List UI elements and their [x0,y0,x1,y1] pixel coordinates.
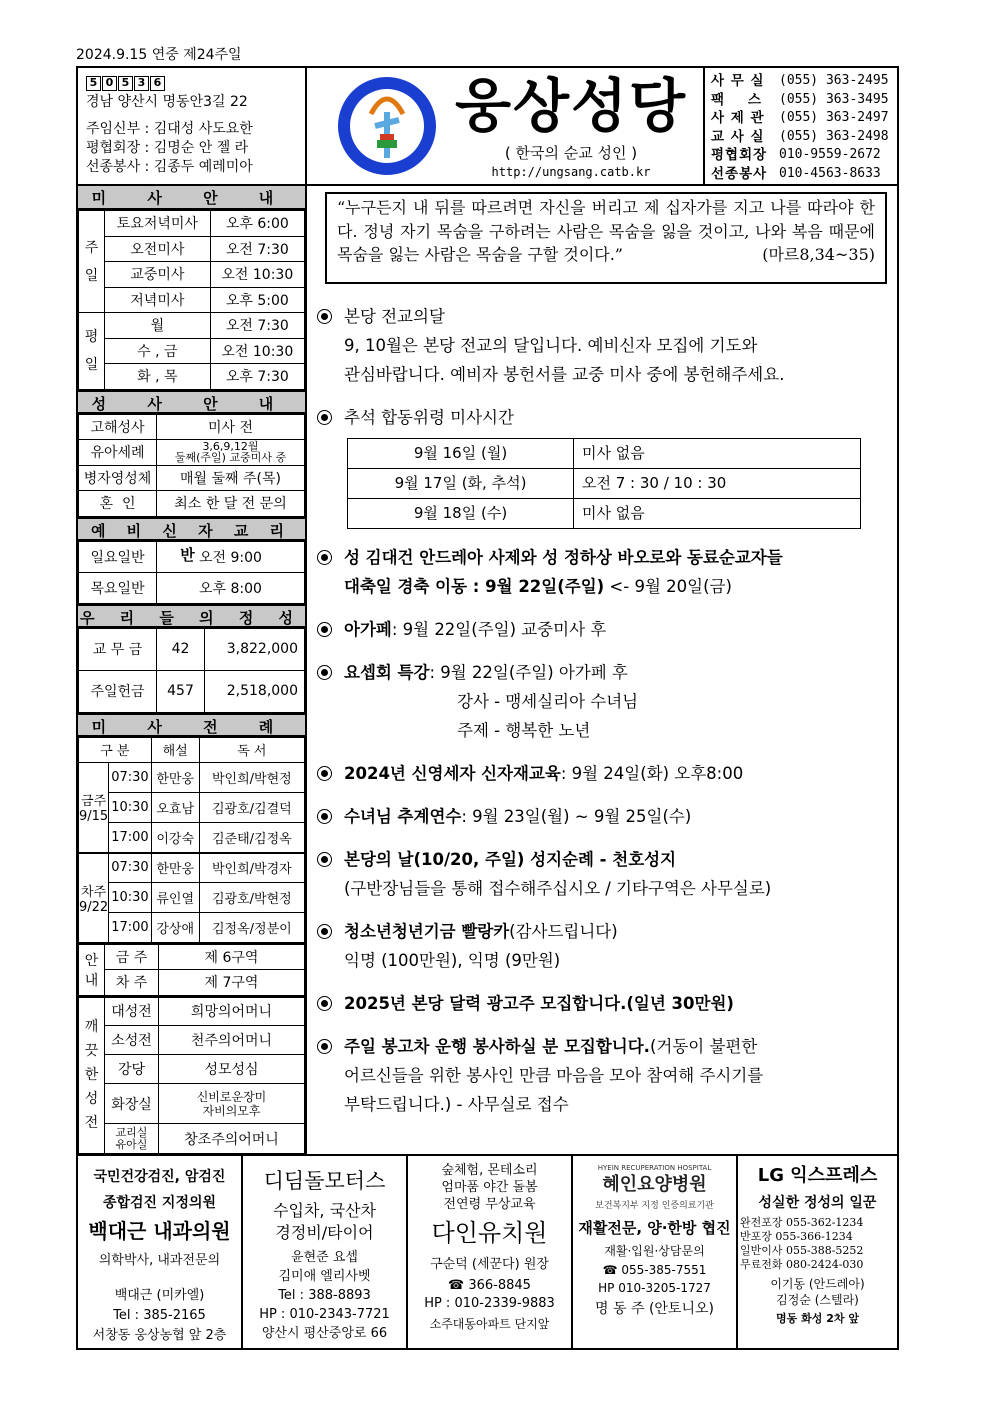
liturgy-commentator: 강상애 [151,913,199,943]
ad-line: 일반이사 055-388-5252 [740,1244,864,1257]
staff-council: 평협회장 : 김명순 안 젤 라 [86,140,249,156]
chuseok-date: 9월 18일 (수) [348,499,574,529]
chuseok-date: 9월 16일 (월) [348,439,574,469]
ad-line: 숲체험, 몬테소리 [441,1163,538,1178]
sacrament-name: 혼 인 [79,491,157,517]
offering-amount: 3,822,000 [205,628,305,670]
staff-funeral: 선종봉사 : 김종두 예레미아 [86,159,253,175]
liturgy-time: 10:30 [109,883,151,913]
parish-subtitle: ( 한국의 순교 성인 ) [504,143,638,162]
mass-time: 오전 10:30 [210,338,304,364]
week-label [79,763,109,853]
offering-amount: 2,518,000 [205,670,305,712]
ad-title: 혜인요양병원 [602,1174,707,1195]
mass-name: 저녁미사 [105,287,211,313]
issue-date: 2024.9.15 연중 제24주일 [76,47,242,63]
parish-logo-icon [335,74,439,178]
mass-name: 월 [105,313,211,339]
notice-title: 수녀님 추계연수 [344,807,462,826]
ad-clinic [78,1156,243,1348]
staff-pastor: 주임신부 : 김대성 사도요한 [86,121,253,137]
main-content [307,186,897,1154]
contact-row: 평협회장 010-9559-2672 [711,147,881,163]
notice-agape [317,615,887,644]
quote-text: “누구든지 내 뒤를 따르려면 자신을 버리고 제 십자가를 지고 나를 따라야 한다. 정녕 자기 목숨을 구하려는 사람은 목숨을 잃을 것이고, 나와 복음 때문에 목숨을 잃는 사람은 목숨을 구할 것이다.” [337,198,875,264]
sacrament-value [157,440,305,466]
liturgy-time: 10:30 [109,793,151,823]
liturgy-time: 07:30 [109,763,151,793]
sacrament-name: 유아세례 [79,440,157,466]
ad-line: 완전포장 055-362-1234 [740,1216,864,1229]
notice-title: 2025년 본당 달력 광고주 모집합니다.(일년 30만원) [344,994,734,1013]
ad-line: ☎ 366-8845 [448,1278,531,1293]
cleaning-group-line: 자비의모후 [202,1103,261,1118]
notice-detail: (감사드립니다) [509,922,618,941]
offerings-table [78,628,305,713]
parish-name: 웅상성당 [454,71,688,140]
cleaning-area-line: 교리실 [115,1125,148,1139]
cleaning-group: 천주의어머니 [159,1026,305,1055]
section-liturgy: 미 사 전 례 [78,713,305,737]
week-name: 차주 [81,884,107,900]
ad-line: 소주대동아파트 단지앞 [429,1317,550,1331]
contact-row: 선종봉사 010-4563-8633 [711,165,881,182]
cleaning-area: 대성전 [105,997,159,1026]
notice-line: 9, 10월은 본당 전교의 달입니다. 예비신자 모집에 기도와 [344,336,758,355]
bulletin-page [76,66,899,1350]
ad-line: Tel : 388-8893 [278,1288,371,1303]
guide-zone: 제 7구역 [159,970,305,996]
notice-line: (구반장님들을 통해 접수해주십시오 / 기타구역은 사무실로) [344,879,772,898]
bullet-icon [317,809,332,824]
contact-row: 사 무 실 (055) 363-2495 [711,73,889,89]
ad-line: 백대근 (미카엘) [114,1288,205,1303]
mass-name: 오전미사 [105,236,211,262]
cleaning-table [78,996,305,1155]
liturgy-readers: 김광호/박현정 [199,883,304,913]
notice-calendar-ads [317,989,887,1018]
notice-title: 청소년청년기금 빨랑카 [344,922,510,941]
liturgy-commentator: 류인열 [151,883,199,913]
gospel-quote [325,192,887,284]
quote-reference: (마르8,34~35) [762,245,875,264]
bullet-icon [317,852,332,867]
notice-detail: (거동이 불편한 [649,1037,758,1056]
mass-time: 오후 5:00 [210,287,304,313]
parish-title-block [307,68,705,184]
notice-martyrs-feast [317,543,887,601]
chuseok-mass: 미사 없음 [574,439,861,469]
ad-motors [243,1156,408,1348]
ad-line: Tel : 385-2165 [113,1308,206,1323]
ad-line: HP 010-3205-1727 [598,1281,711,1295]
staff-list [86,120,305,177]
notice-evangelization [317,302,887,389]
notice-line: 강사 - 맹세실리아 수녀님 [457,692,639,711]
ad-line: 엄마품 야간 돌봄 [441,1180,538,1195]
notice-title: 본당의 날(10/20, 주일) 성지순례 - 천호성지 [344,850,677,869]
address: 경남 양산시 명동안3길 22 [86,94,248,110]
bullet-icon [317,665,332,680]
notice-detail: : 9월 24일(화) 오후8:00 [560,764,744,783]
notice-title: 아가페 [344,620,392,639]
notice-line: 부탁드립니다.) - 사무실로 접수 [344,1095,569,1114]
bullet-icon [317,309,332,324]
week-date: 9/22 [79,899,109,915]
cleaning-group-line: 신비로운장미 [196,1089,267,1104]
notice-title: 본당 전교의달 [344,307,445,326]
cleaning-area [105,1124,159,1154]
offering-name: 주일헌금 [79,670,157,712]
section-sacrament-guide: 성 사 안 내 [78,390,305,414]
parish-url[interactable]: http://ungsang.catb.kr [491,164,651,179]
mass-time: 오전 10:30 [210,262,304,288]
mass-time: 오전 7:30 [210,313,304,339]
notice-title: 2024년 신영세자 신자재교육 [344,764,561,783]
class-time: 오후 8:00 [157,572,305,603]
liturgy-readers: 김정옥/정분이 [199,913,304,943]
chuseok-mass: 오전 7 : 30 / 10 : 30 [574,469,861,499]
notice-van-volunteer [317,1032,887,1119]
bullet-icon [317,924,332,939]
bullet-icon [317,766,332,781]
ad-line: 김정순 (스텔라) [776,1293,859,1307]
sacrament-name: 병자영성체 [79,465,157,491]
ad-line: 명동 화성 2차 앞 [776,1312,859,1325]
notice-line: <- 9월 20일(금) [604,577,732,596]
notice-title: 요셉회 특강 [344,663,430,682]
class-time: 오전 9:00 [157,541,305,572]
sacrament-table [78,414,305,517]
bullet-icon [317,996,332,1011]
notice-detail: : 9월 22일(주일) 아가페 후 [429,663,628,682]
liturgy-commentator: 이강숙 [151,823,199,853]
liturgy-readers: 김광호/김결덕 [199,793,304,823]
sacrament-name: 고해성사 [79,414,157,440]
contact-row: 사 제 관 (055) 363-2497 [711,110,889,126]
mass-time: 오후 6:00 [210,211,304,237]
header [78,68,897,186]
cleaning-area-line: 유아실 [115,1137,148,1151]
liturgy-commentator: 오효남 [151,793,199,823]
ad-line: 서창동 웅상농협 앞 2층 [92,1328,227,1343]
guide-zone: 제 6구역 [159,944,305,970]
section-catechumen: 예 비 신 자 교 리 반 [78,517,305,541]
notice-line: 대축일 경축 이동 : 9월 22일(주일) [344,577,605,596]
contact-row: 교 사 실 (055) 363-2498 [711,128,889,145]
section-mass-guide: 미 사 안 내 [78,186,305,210]
bullet-icon [317,622,332,637]
ad-hospital [573,1156,738,1348]
ad-line: 재활전문, 양·한방 협진 [578,1219,731,1237]
sidebar [78,186,307,1154]
ad-title: LG 익스프레스 [757,1165,878,1186]
ad-title: 디딤돌모터스 [263,1169,386,1193]
sacrament-value: 미사 전 [157,414,305,440]
liturgy-commentator: 한만웅 [151,763,199,793]
ad-line: 성실한 정성의 일꾼 [758,1195,877,1211]
notice-title: 추석 합동위령 미사시간 [344,408,514,427]
mass-time: 오후 7:30 [210,364,304,390]
cleaning-group: 성모성심 [159,1055,305,1084]
ad-moving [738,1156,897,1348]
mass-name: 교중미사 [105,262,211,288]
notice-joseph-lecture [317,658,887,745]
bullet-icon [317,1039,332,1054]
ad-title: 다인유치원 [431,1219,548,1247]
liturgy-header: 독 서 [199,737,304,763]
chuseok-mass-table [347,438,861,529]
ad-line: 김미애 엘리사벳 [278,1269,371,1284]
liturgy-readers: 김준태/김정옥 [199,823,304,853]
ad-line: 구순덕 (세꾼다) 원장 [430,1257,549,1272]
ad-line: ☎ 055-385-7551 [602,1263,707,1277]
chuseok-mass: 미사 없음 [574,499,861,529]
sunday-label: 주 일 [79,211,105,313]
sacrament-value-line: 둘째(주일) 교중미사 중 [174,451,287,465]
liturgy-time: 17:00 [109,823,151,853]
ad-line: 명 동 주 (안토니오) [595,1301,714,1317]
weekday-label: 평 일 [79,313,105,390]
mass-name: 토요저녁미사 [105,211,211,237]
ad-line: 윤현준 요셉 [291,1250,358,1265]
offering-count: 457 [157,670,205,712]
cleaning-area: 화장실 [105,1084,159,1124]
sacrament-value: 매월 둘째 주(목) [157,465,305,491]
notice-chuseok [317,403,887,529]
week-name: 금주 [81,794,107,810]
liturgy-commentator: 한만웅 [151,853,199,883]
liturgy-readers: 박인희/박경자 [199,853,304,883]
liturgy-table [78,737,305,944]
liturgy-header: 해설 [151,737,199,763]
ad-line: 경정비/타이어 [275,1223,374,1242]
notice-detail: : 9월 22일(주일) 교중미사 후 [391,620,607,639]
ad-line: 전연령 무상교육 [443,1197,536,1212]
zip-digit: 5 [86,76,101,91]
mass-name: 수 , 금 [105,338,211,364]
week-date: 9/15 [79,809,109,825]
cleaning-group [159,1084,305,1124]
notice-reeducation [317,759,887,788]
offering-name: 교 무 금 [79,628,157,670]
notice-sisters-training [317,802,887,831]
ad-title: 백대근 내과의원 [88,1219,231,1243]
chuseok-date: 9월 17일 (화, 추석) [348,469,574,499]
notice-youth-fund [317,917,887,975]
cleaning-group: 창조주의어머니 [159,1124,305,1154]
mass-time: 오전 7:30 [210,236,304,262]
ad-line: 종합검진 지정의원 [102,1195,217,1211]
cleaning-label: 깨 끗 한 성 전 [79,997,105,1154]
zip-digit: 6 [150,76,165,91]
liturgy-header: 구 분 [79,737,152,763]
liturgy-time: 07:30 [109,853,151,883]
ad-line: 국민건강검진, 암검진 [93,1169,226,1185]
mass-name: 화 , 목 [105,364,211,390]
offering-count: 42 [157,628,205,670]
ad-line: 반포장 055-366-1234 [740,1230,853,1243]
ad-line: HP : 010-2339-9883 [424,1296,555,1311]
zip-digit: 0 [102,76,117,91]
class-name: 목요일반 [79,572,157,603]
mass-schedule-table [78,210,305,390]
class-name: 일요일반 [79,541,157,572]
notice-line: 익명 (100만원), 익명 (9만원) [344,951,561,970]
guide-table [78,943,305,996]
ad-line: 재활·입원·상담문의 [604,1244,705,1258]
guide-label: 안 내 [79,944,105,995]
ad-line: 양산시 평산중앙로 66 [261,1326,388,1341]
notice-line: 관심바랍니다. 예비자 봉헌서를 교중 미사 중에 봉헌해주세요. [344,365,785,384]
notice-line: 어르신들을 위한 봉사인 만큼 마음을 모아 참여해 주시기를 [344,1066,764,1085]
liturgy-time: 17:00 [109,913,151,943]
sacrament-value-line: 3,6,9,12월 [202,440,259,454]
cleaning-area: 소성전 [105,1026,159,1055]
cleaning-area: 강당 [105,1055,159,1084]
contact-row: 팩 스 (055) 363-3495 [711,91,889,108]
notice-title: 주일 봉고차 운행 봉사하실 분 모집합니다. [344,1037,650,1056]
section-offerings: 우 리 들 의 정 성 [78,604,305,628]
ad-line: 이기동 (안드레아) [770,1277,865,1291]
notice-title: 성 김대건 안드레아 사제와 성 정하상 바오로와 동료순교자들 [344,548,783,567]
bullet-icon [317,550,332,565]
ad-line: 무료전화 080-2424-030 [740,1258,864,1271]
ad-line: 의학박사, 내과전문의 [98,1253,221,1268]
sacrament-value: 최소 한 달 전 문의 [157,491,305,517]
notice-pilgrimage [317,845,887,903]
cleaning-group: 희망의어머니 [159,997,305,1026]
liturgy-readers: 박인희/박현정 [199,763,304,793]
ads-row [78,1156,897,1348]
zip-digit: 3 [134,76,149,91]
contact-list [705,68,897,184]
guide-week: 차 주 [105,970,159,996]
parish-info [78,68,307,184]
ad-line: HP : 010-2343-7721 [259,1307,390,1322]
zip-code [86,76,305,91]
ad-line: 수입차, 국산차 [273,1201,376,1220]
notice-detail: : 9월 23일(월) ~ 9월 25일(수) [461,807,692,826]
week-label [79,853,109,943]
ad-line: HYEIN RECUPERATION HOSPITAL [597,1164,712,1172]
guide-week: 금 주 [105,944,159,970]
zip-digit: 5 [118,76,133,91]
bullet-icon [317,410,332,425]
ad-kindergarten [408,1156,573,1348]
ad-line: 보건복지부 지정 인증의료기관 [595,1201,714,1211]
notice-line: 주제 - 행복한 노년 [457,721,591,740]
